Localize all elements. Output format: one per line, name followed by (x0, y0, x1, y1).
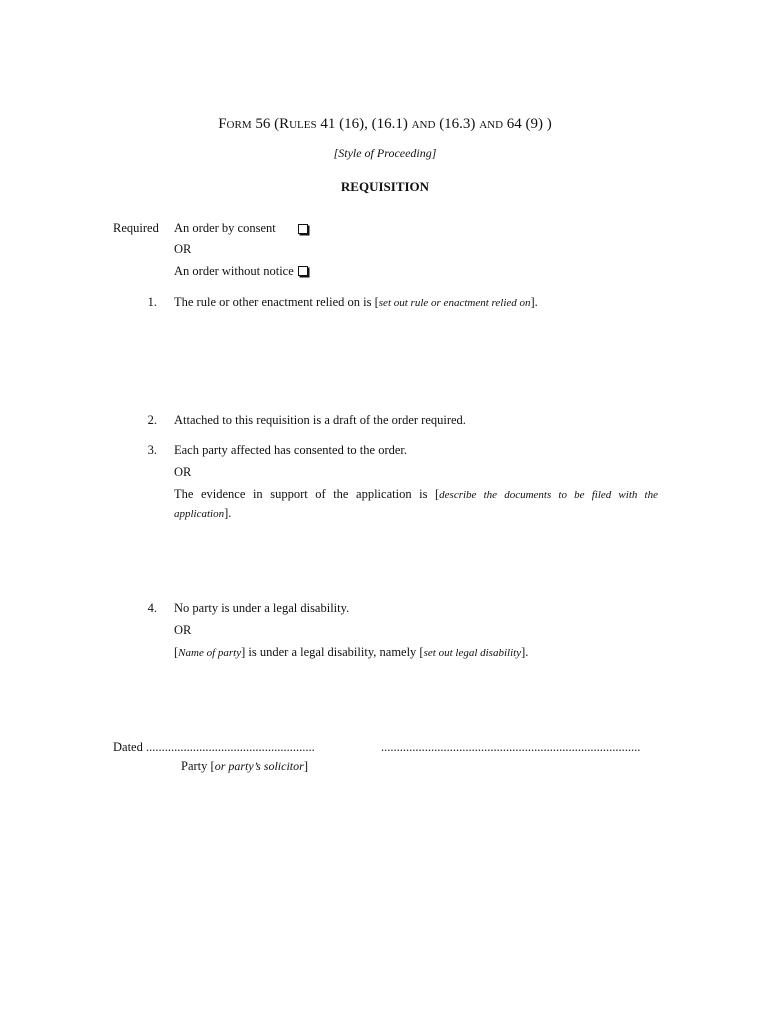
item-2-text: Attached to this requisition is a draft of the order required. (174, 413, 466, 427)
item-3-alt-text-cont: application]. (174, 506, 232, 520)
item-4-number: 4. (147, 601, 157, 615)
option-without-notice-label: An order without notice (174, 264, 294, 278)
form-title: FORM 56 (RULES 41 (16), (16.1) AND (16.3) AND 64 (9) ) (218, 116, 552, 132)
item-1-text: The rule or other enactment relied on is [set out rule or enactment relied on]. (174, 295, 538, 309)
item-3-alt-text: The evidence in support of the application is [describe the documents to be filed with the (174, 487, 658, 501)
party-label: Party [or party’s solicitor] (181, 759, 308, 773)
item-3-or: OR (174, 465, 192, 479)
item-2-number: 2. (147, 413, 157, 427)
form-heading: REQUISITION (340, 179, 430, 194)
item-3-text: Each party affected has consented to the order. (174, 443, 408, 457)
item-4-text: No party is under a legal disability. (174, 601, 350, 615)
item-3-number: 3. (147, 443, 157, 457)
without-notice-checkbox[interactable] (298, 266, 308, 276)
item-4-alt-text: [Name of party] is under a legal disability, namely [set out legal disability]. (174, 645, 529, 659)
signature-line: ................................................................................... (381, 740, 641, 754)
required-label: Required (113, 221, 159, 235)
option-consent-label: An order by consent (174, 221, 276, 235)
style-of-proceeding: [Style of Proceeding] (333, 146, 437, 160)
item-1-number: 1. (147, 295, 157, 309)
consent-checkbox[interactable] (298, 224, 308, 234)
item-4-or: OR (174, 623, 192, 637)
required-or: OR (174, 242, 192, 256)
dated-line: Dated ...................................................... (113, 740, 315, 754)
